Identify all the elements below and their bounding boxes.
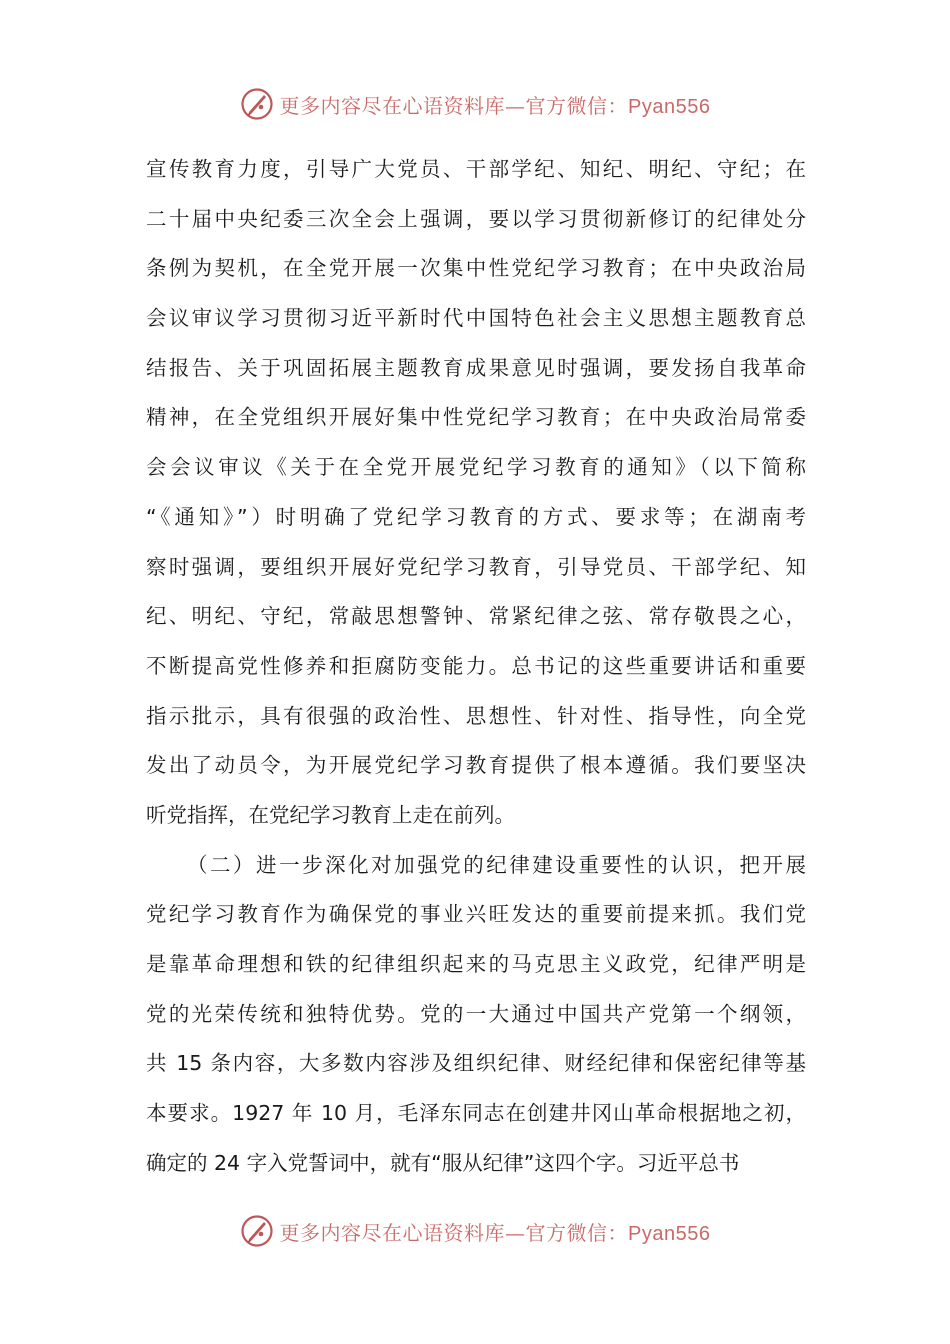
paragraph (146, 841, 806, 1189)
header-banner-wechat: Pyan556 (628, 95, 711, 118)
text-line: “《通知》”）时明确了党纪学习教育的方式、要求等；在湖南考 (146, 504, 806, 529)
text-line: 共 15 条内容，大多数内容涉及组织纪律、财经纪律和保密纪律等基 (146, 1051, 806, 1076)
text-line: 会议审议学习贯彻习近平新时代中国特色社会主义思想主题教育总 (146, 306, 806, 331)
text-line: 察时强调，要组织开展好党纪学习教育，引导党员、干部学纪、知 (146, 554, 806, 579)
text-line: 不断提高党性修养和拒腐防变能力。总书记的这些重要讲话和重要 (146, 653, 806, 678)
header-banner-main: 更多内容尽在心语资料库—官方微信： (279, 93, 629, 118)
text-line: 纪、明纪、守纪，常敲思想警钟、常紧纪律之弦、常存敬畏之心， (146, 604, 806, 629)
text-line: 精神，在全党组织开展好集中性党纪学习教育；在中央政治局常委 (146, 405, 806, 430)
text-line: 结报告、关于巩固拓展主题教育成果意见时强调，要发扬自我革命 (146, 355, 806, 380)
footer-banner (0, 1211, 950, 1251)
text-line: 听党指挥，在党纪学习教育上走在前列。 (146, 802, 515, 827)
text-line: 确定的 24 字入党誓词中，就有“服从纪律”这四个字。习近平总书 (146, 1150, 740, 1175)
quill-pen-seal-icon (240, 87, 274, 121)
document-body (146, 145, 806, 1188)
header-banner (0, 84, 950, 124)
quill-pen-seal-icon (240, 1214, 274, 1248)
text-line: 是靠革命理想和铁的纪律组织起来的马克思主义政党，纪律严明是 (146, 952, 806, 976)
text-line: 党的光荣传统和独特优势。党的一大通过中国共产党第一个纲领， (146, 1001, 806, 1026)
text-line: 条例为契机，在全党开展一次集中性党纪学习教育；在中央政治局 (146, 256, 806, 281)
text-line: （二）进一步深化对加强党的纪律建设重要性的认识，把开展 (187, 852, 806, 877)
text-line: 二十届中央纪委三次全会上强调，要以学习贯彻新修订的纪律处分 (146, 206, 806, 231)
text-line: 指示批示，具有很强的政治性、思想性、针对性、指导性，向全党 (146, 703, 806, 728)
text-line: 党纪学习教育作为确保党的事业兴旺发达的重要前提来抓。我们党 (146, 902, 806, 927)
footer-banner-main: 更多内容尽在心语资料库—官方微信： (279, 1220, 629, 1245)
header-banner-text (280, 90, 711, 119)
text-line: 发出了动员令，为开展党纪学习教育提供了根本遵循。我们要坚决 (146, 753, 806, 778)
footer-banner-wechat: Pyan556 (628, 1222, 711, 1245)
text-line: 本要求。1927 年 10 月，毛泽东同志在创建井冈山革命根据地之初， (146, 1101, 806, 1126)
paragraph (146, 145, 806, 841)
text-line: 会会议审议《关于在全党开展党纪学习教育的通知》（以下简称 (146, 455, 806, 480)
footer-banner-text (280, 1217, 711, 1246)
text-line: 宣传教育力度，引导广大党员、干部学纪、知纪、明纪、守纪；在 (146, 157, 806, 181)
